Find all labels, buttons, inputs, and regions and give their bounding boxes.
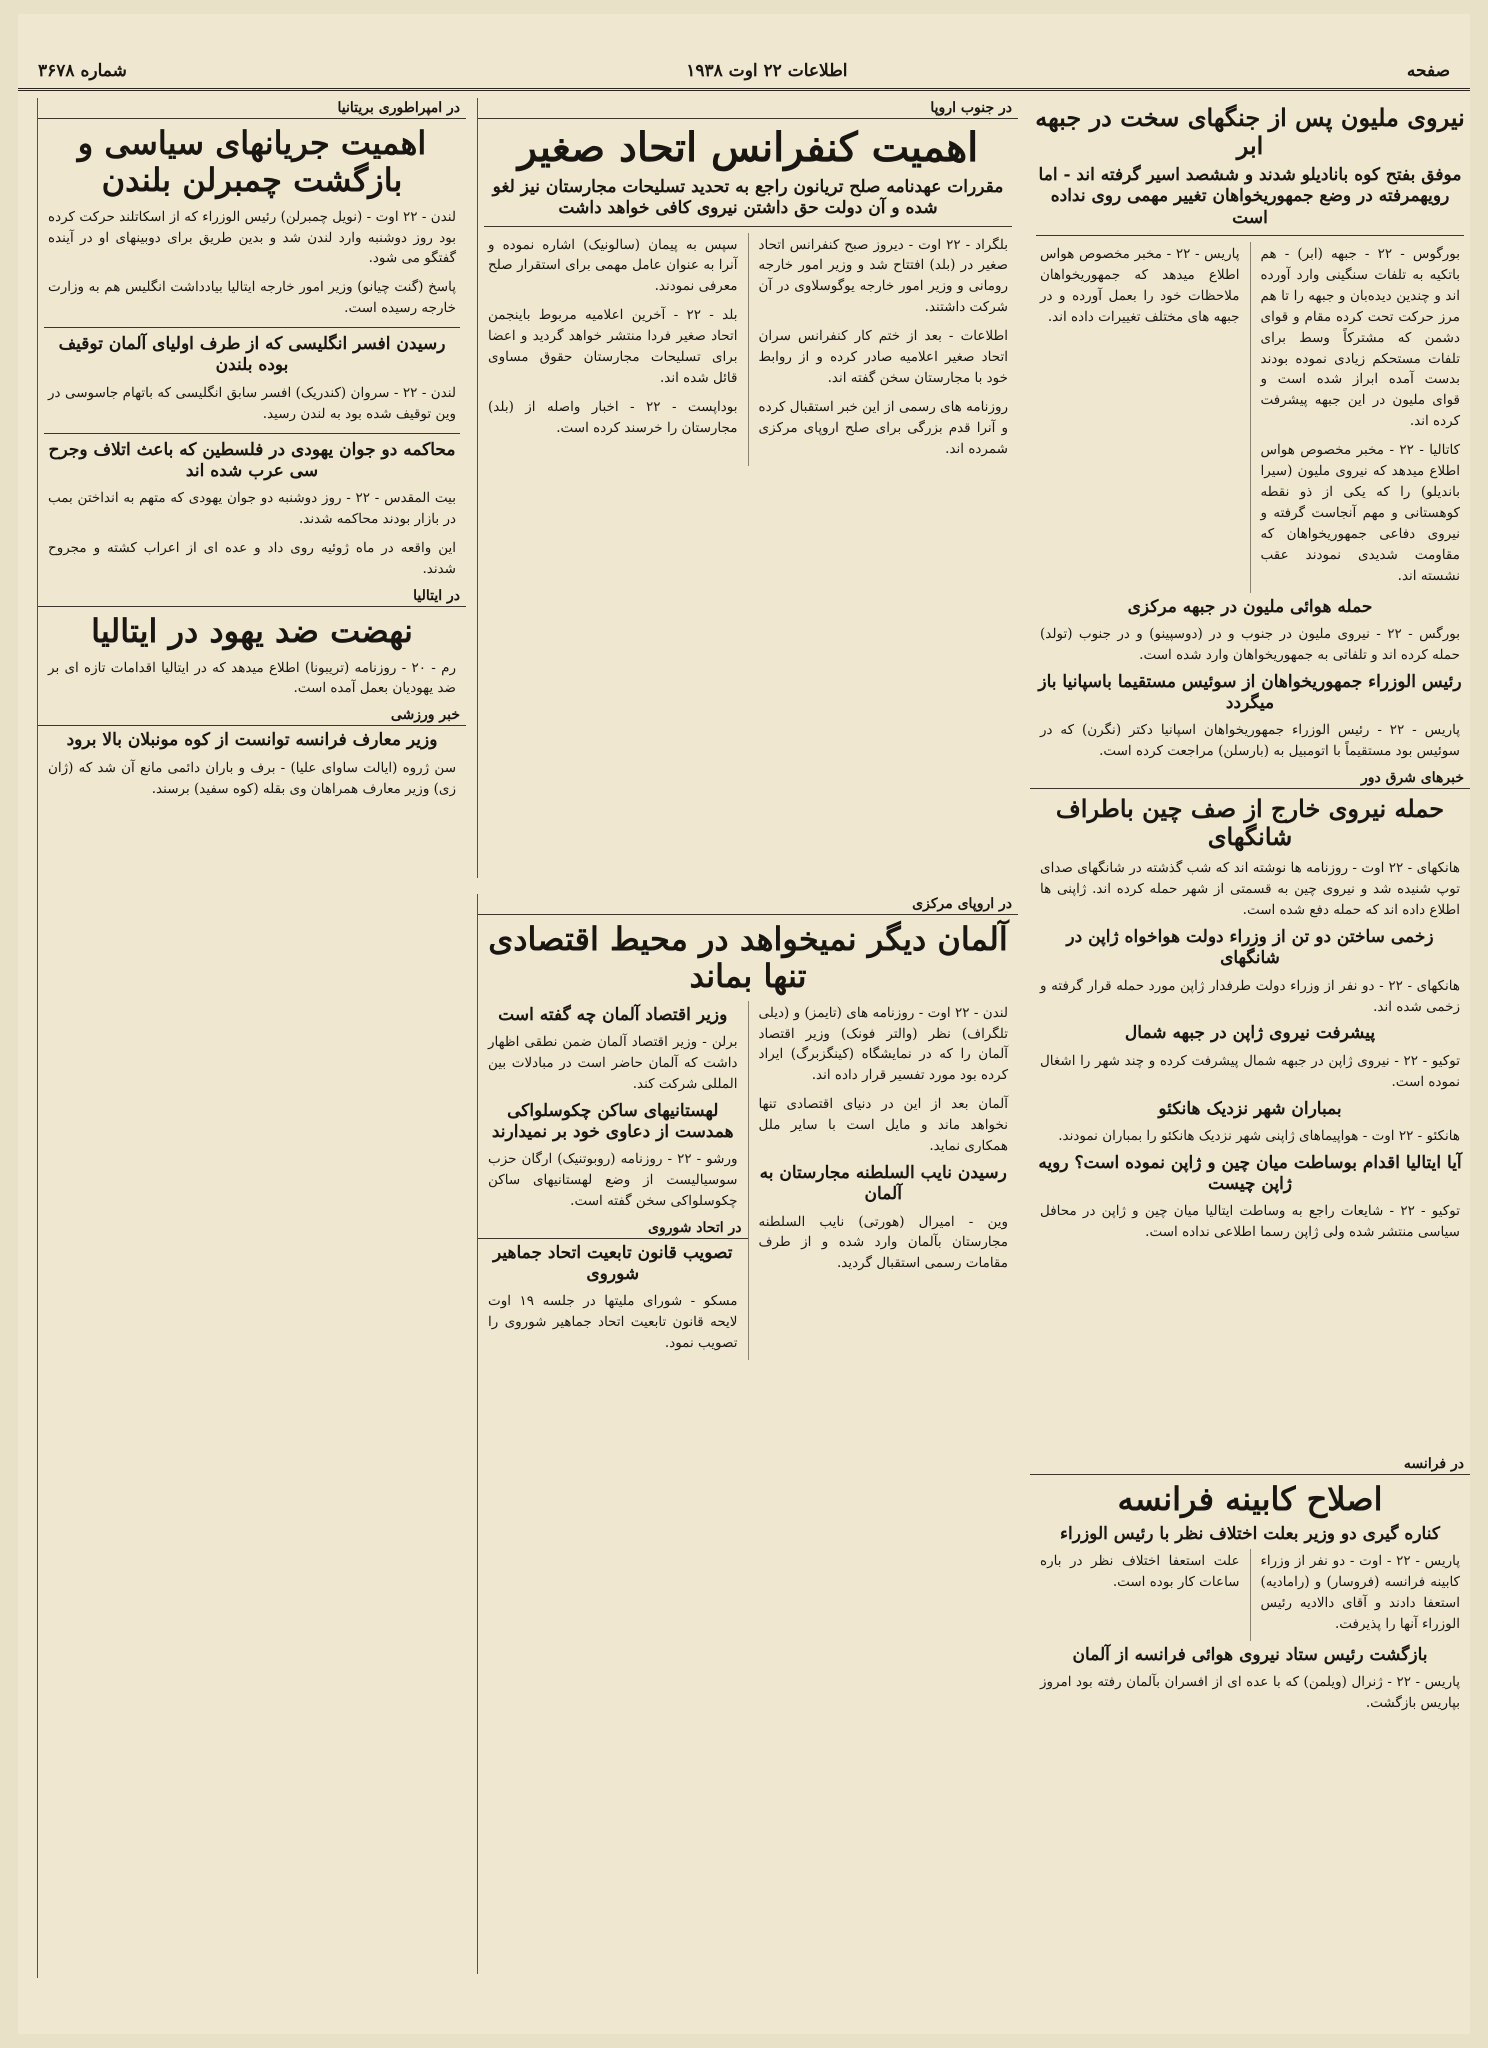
ce-p5: ورشو - ۲۲ - روزنامه (روبوتنیک) ارگان حزب سوسیالیست از وضع لهستانیهای ساکن چکوسلواکی سخن گفته است. xyxy=(488,1151,738,1209)
left-headline4: نهضت ضد یهود در ایتالیا xyxy=(91,611,413,650)
newspaper-page xyxy=(18,14,1470,2034)
ce-headline3: رسیدن نایب السلطنه مجارستان به آلمان xyxy=(759,1163,1007,1205)
middle-p6: روزنامه های رسمی از این خبر استقبال کرده و آنرا قدم بزرگی برای صلح اروپای مرکزی شمرده اند. xyxy=(758,398,1008,457)
soviet-section: در اتحاد شوروی xyxy=(478,1218,748,1239)
right-lower-column xyxy=(1030,1454,1470,1974)
ce-headline2: وزیر اقتصاد آلمان چه گفته است xyxy=(498,1004,728,1025)
ce-headline4: لهستانیهای ساکن چکوسلواکی همدست از دعاوی خود بر نمیدارند xyxy=(491,1100,734,1142)
left-headline2: رسیدن افسر انگلیسی که از طرف اولیای آلمان توقیف بوده بلندن xyxy=(58,334,446,376)
middle-p1: بلگراد - ۲۲ اوت - دیروز صبح کنفرانس اتحاد صغیر در (بلد) افتتاح شد و وزیر امور خارجه رومانی و وزیر امور خارجه یوگوسلاوی در آن شرکت داشتند. xyxy=(758,236,1008,316)
france-subhead: کناره گیری دو وزیر بعلت اختلاف نظر با رئیس الوزراء xyxy=(1060,1523,1440,1544)
right-body xyxy=(1030,242,1470,593)
left-section2: در ایتالیا xyxy=(38,586,466,607)
masthead xyxy=(18,54,1470,91)
left-headline3: محاکمه دو جوان یهودی در فلسطین که باعث اتلاف وجرح سی عرب شده اند xyxy=(48,439,456,481)
middle-p2: اطلاعات - بعد از ختم کار کنفرانس سران اتحاد صغیر اعلامیه صادر کرده و از روابط خود با مجارستان سخن گفته اند. xyxy=(758,328,1008,387)
right-column xyxy=(1030,98,1470,1438)
left-section3: خبر ورزشی xyxy=(38,705,466,726)
middle-column xyxy=(477,98,1018,878)
middle-section: در جنوب اروپا xyxy=(478,98,1018,119)
right-p7: هانکهای - ۲۲ - دو نفر از وزراء دولت طرفدار ژاپن مورد حمله قرار گرفته و زخمی شده اند. xyxy=(1040,977,1460,1015)
middle-p3: سپس به پیمان (سالونیک) اشاره نموده و آنرا به عنوان عامل مهمی برای استقرار صلح معرفی نمودند. xyxy=(488,236,738,295)
right-subhead: موفق بفتح کوه بانادیلو شدند و ششصد اسیر گرفته اند - اما رویهمرفته در وضع جمهوریخواهان تغییر مهمی روی نداده است xyxy=(1038,165,1462,228)
right-p4: بورگس - ۲۲ - نیروی ملیون در جنوب و در (دوسپینو) و در جنوب (تولد) حمله کرده اند و تلفاتی به جمهوریخواهان وارد شده است. xyxy=(1040,625,1460,663)
left-column xyxy=(37,98,466,1978)
left-p2: پاسخ (گنت چیانو) وزیر امور خارجه ایتالیا بیادداشت انگلیس هم به وزارت خارجه رسیده است. xyxy=(48,279,456,317)
central-europe-headline: آلمان دیگر نمیخواهد در محیط اقتصادی تنها بماند xyxy=(488,920,1008,995)
right-p5: پاریس - ۲۲ - رئیس الوزراء جمهوریخواهان اسپانیا دکتر (نگرن) که در سوئیس بود مستقیماً با اتومبیل به (بارسلن) مراجعت کرده است. xyxy=(1040,722,1460,760)
left-headline: اهمیت جریانهای سیاسی و بازگشت چمبرلن بلندن xyxy=(77,124,427,199)
right-headline5: بمباران شهر نزدیک هانکئو xyxy=(1158,1098,1342,1119)
middle-p4: بلد - ۲۲ - آخرین اعلامیه مربوط باینجمن اتحاد صغیر فردا منتشر خواهد گردید و اعضا برای تسلیحات مجارستان حقوق مساوی قائل شده اند. xyxy=(488,307,738,387)
middle-lower-column xyxy=(477,894,1018,1974)
france-headline2: بازگشت رئیس ستاد نیروی هوائی فرانسه از آلمان xyxy=(1072,1644,1428,1665)
right-headline2: حمله نیروی خارج از صف چین باطراف شانگهای xyxy=(1055,794,1445,851)
ce-p2: آلمان بعد از این در دنیای اقتصادی تنها نخواهد ماند و مایل است با سایر ملل همکاری نماید. xyxy=(758,1096,1008,1155)
middle-headline: اهمیت کنفرانس اتحاد صغیر xyxy=(517,124,979,171)
left-headline5: وزیر معارف فرانسه توانست از کوه مونبلان بالا برود xyxy=(66,730,438,751)
masthead-issue: شماره ۳۶۷۸ xyxy=(38,61,127,81)
right-p2: کاتالیا - ۲۲ - مخبر مخصوص هواس اطلاع میدهد که نیروی ملیون (سیرا باندیلو) را که یکی از ذو نقطه کوهستانی و مهم آنجاست گرفته و نیروی دفاعی جمهوریخواهان که مقاومت شدیدی نمودند عقب نشسته اند. xyxy=(1260,442,1460,584)
soviet-headline: تصویب قانون تابعیت اتحاد جماهیر شوروی xyxy=(493,1242,733,1285)
right-headline: نیروی ملیون پس از جنگهای سخت در جبهه ابر xyxy=(1035,103,1465,160)
france-headline: اصلاح کابینه فرانسه xyxy=(1117,1480,1383,1518)
france-p2: علت استعفا اختلاف نظر در باره ساعات کار بوده است. xyxy=(1040,1553,1240,1590)
ce-p1: لندن - ۲۲ اوت - روزنامه های (تایمز) و (دیلی تلگراف) نظر (والتر فونک) وزیر اقتصاد آلمان را که در نمایشگاه (کینگزبرگ) ایراد کرده بود مورد تفسیر قرار داده اند. xyxy=(758,1004,1008,1084)
right-headline3: زخمی ساختن دو تن از وزراء دولت هواخواه ژاپن در شانگهای xyxy=(1066,927,1434,969)
right-p1: بورگوس - ۲۲ - جبهه (ابر) - هم باتکیه به تلفات سنگینی وارد آورده اند و چندین دیده‌بان و جبهه را تا هم مرز حرکت تحت کرده مقام و قوای دشمن که مشترکاً وسط برای تلفات مستحکم زیادی نموده بودند بدست آمده ابراز شده است و قوای ملیون در این جبهه پیشرفت کرده اند. xyxy=(1260,245,1460,430)
left-p7: سن ژروه (ایالت ساوای علیا) - برف و باران دائمی مانع آن شد که (ژان زی) وزیر معارف همراهان وی بقله (کوه سفید) برسند. xyxy=(48,759,456,797)
right-section2: حمله هوائی ملیون در جبهه مرکزی xyxy=(1127,596,1373,617)
left-p6: رم - ۲۰ - روزنامه (تریبونا) اطلاع میدهد که در ایتالیا اقدامات تازه ای بر ضد یهودیان بعمل آمده است. xyxy=(48,659,456,697)
left-p1: لندن - ۲۲ اوت - (نویل چمبرلن) رئیس الوزراء که از اسکاتلند حرکت کرده بود روز دوشنبه وارد لندن شد و بدین طریق برای دوبینهای او در آینده گفتگو می شود. xyxy=(48,208,456,267)
left-p4: بیت المقدس - ۲۲ - روز دوشنبه دو جوان یهودی که متهم به انداختن بمب در بازار بودند محاکمه شدند. xyxy=(48,490,456,527)
france-p1: پاریس - ۲۲ - اوت - دو نفر از وزراء کابینه فرانسه (فروسار) و (رامادیه) استعفا دادند و آقای دالادیه رئیس الوزراء آنها را پذیرفت. xyxy=(1260,1553,1460,1632)
left-section: در امپراطوری بریتانیا xyxy=(38,98,466,119)
soviet-p6: مسکو - شورای ملیتها در جلسه ۱۹ اوت لایحه قانون تابعیت اتحاد جماهیر شوروی را تصویب نمود. xyxy=(488,1293,738,1352)
left-p3: لندن - ۲۲ - سروان (کندریک) افسر سابق انگلیسی که باتهام جاسوسی در وین توقیف شده بود به لندن رسید. xyxy=(48,384,456,422)
france-section: در فرانسه xyxy=(1030,1454,1470,1475)
masthead-section: صفحه xyxy=(1406,61,1450,81)
right-p10: توکیو - ۲۲ - شایعات راجع به وساطت ایتالیا میان چین و ژاپن در محافل سیاسی منتشر شده ولی ژاپن رسما اطلاعی نداده است. xyxy=(1040,1203,1460,1241)
right-headline4: پیشرفت نیروی ژاپن در جبهه شمال xyxy=(1124,1023,1376,1044)
right-p9: هانکئو - ۲۲ اوت - هواپیماهای ژاپنی شهر نزدیک هانکئو را بمباران نمودند. xyxy=(1058,1127,1460,1144)
middle-p5: بوداپست - ۲۲ - اخبار واصله از (بلد) مجارستان را خرسند کرده است. xyxy=(488,398,738,436)
france-p3: پاریس - ۲۲ - ژنرال (ویلمن) که با عده ای از افسران بآلمان رفته بود امروز بپاریس بازگشت. xyxy=(1040,1673,1460,1711)
right-p8: توکیو - ۲۲ - نیروی ژاپن در جبهه شمال پیشرفت کرده و چند شهر را اشغال نموده است. xyxy=(1040,1052,1461,1090)
right-section4: خبرهای شرق دور xyxy=(1030,768,1470,789)
middle-subhead: مقررات عهدنامه صلح تریانون راجع به تحدید تسلیحات مجارستان نیز لغو شده و آن دولت حق داشتن نیروی کافی خواهد داشت xyxy=(492,177,1004,219)
right-p6: هانکهای - ۲۲ اوت - روزنامه ها نوشته اند که شب گذشته در شانگهای صدای توپ شنیده شد و نیروی چین به قسمتی از شهر حمله کرده اند. ژاپنی ها اطلاع داده اند که حمله دفع شده است. xyxy=(1040,860,1460,919)
right-p3: پاریس - ۲۲ - مخبر مخصوص هواس اطلاع میدهد که جمهوریخواهان ملاحظات خود را بعمل آورده و در جبهه های مختلف تغییرات داده اند. xyxy=(1040,245,1240,325)
left-p5: این واقعه در ماه ژوئیه روی داد و عده ای از اعراب کشته و مجروح شدند. xyxy=(48,539,456,577)
ce-p4: وین - امیرال (هورتی) نایب السلطنه مجارستان بآلمان وارد شده و از طرف مقامات رسمی استقبال گردید. xyxy=(758,1213,1008,1272)
ce-p3: برلن - وزیر اقتصاد آلمان ضمن نطقی اظهار داشت که آلمان حاضر است در مبادلات بین المللی شرکت کند. xyxy=(488,1033,738,1092)
right-section3: رئیس الوزراء جمهوریخواهان از سوئیس مستقیما باسپانیا باز میگردد xyxy=(1038,671,1462,714)
masthead-paper: اطلاعات ۲۲ اوت ۱۹۳۸ xyxy=(686,61,848,81)
right-headline6: آیا ایتالیا اقدام بوساطت میان چین و ژاپن نموده است؟ رویه ژاپن چیست xyxy=(1038,1152,1462,1194)
central-europe-section: در اروپای مرکزی xyxy=(478,894,1018,915)
